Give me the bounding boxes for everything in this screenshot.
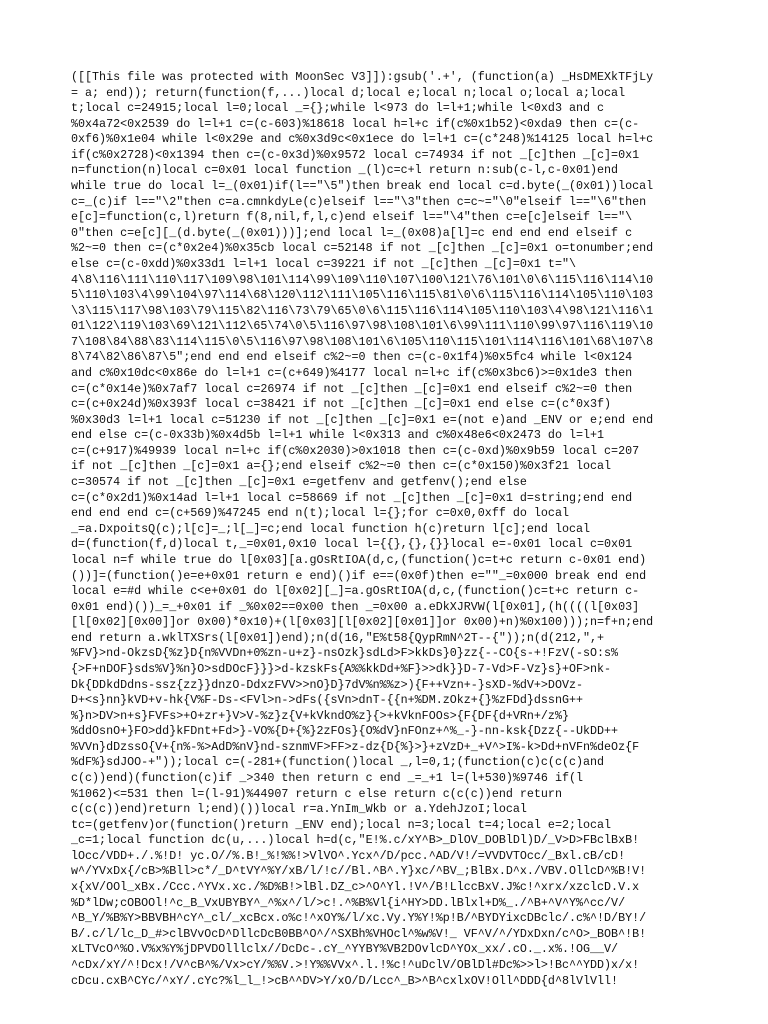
code-line: 4\8\116\111\110\117\109\98\101\114\99\109\110\107\100\121\76\101\0\6\115\116\114\10: [71, 272, 654, 287]
code-line: Dk{DDkdDdns-ssz{zz}}dnzO-DdxzFVV>>nO}D}7dV%n%%z>){F++Vzn+-}sXD-%dV+>DOVz-: [71, 677, 583, 692]
code-line: ([[This file was protected with MoonSec V3]]):gsub('.+', (function(a) _HsDMEXkTFjLy: [71, 70, 654, 84]
code-line: c=30574 if not _[c]then _[c]=0x1 e=getfenv and getfenv();end else: [71, 475, 527, 490]
code-line: x{xV/OOl_xBx./Ccc.^YVx.xc./%D%B!>lBl.DZ_c>^O^Yl.!V^/B!LlccBxV.J%c!^xrx/xzclcD.V.x: [71, 880, 640, 895]
code-line: [l[0x02][0x00]]or 0x00)*0x10)+(l[0x03][l[0x02][0x01]]or 0x00)+n)%0x100)));n=f+n;end: [71, 615, 654, 630]
code-line: 5\110\103\4\99\104\97\114\68\120\112\111\105\116\115\81\0\6\115\116\114\105\110\103: [71, 288, 654, 303]
code-line: 8\74\82\86\87\5";end end end elseif c%2~=0 then c=(c-0x1f4)%0x5fc4 while l<0x124: [71, 350, 633, 365]
code-line: and c%0x10dc<0x86e do l=l+1 c=(c+649)%4177 local n=l+c if(c%0x3bc6)>=0x1de3 then: [71, 365, 633, 380]
code-line: B/.c/l/lc_D_#>clBVvOcD^DllcDcB0BB^O^/^SXBh%VHOcl^%w%V!_ VF^V/^/YDxDxn/c^O>_BOB^!B!: [71, 926, 647, 941]
code-line: %0x30d3 l=l+1 local c=51230 if not _[c]then _[c]=0x1 e=(not e)and _ENV or e;end end: [71, 412, 654, 427]
code-line: if(c%0x2728)<0x1394 then c=(c-0x3d)%0x9572 local c=74934 if not _[c]then _[c]=0x1: [71, 147, 640, 162]
code-line: = a; end)); return(function(f,...)local d;local e;local n;local o;local a;local: [71, 85, 626, 100]
code-line: %D*lDw;cOBOOl!^c_B_VxUBYBY^_^%x^/l/>c!.^%B%Vl{i^HY>DD.lBlxl+D%_./^B+^V^Y%^cc/V/: [71, 895, 626, 910]
code-line: while true do local l=_(0x01)if(l=="\5")then break end local c=d.byte(_(0x01))local: [71, 179, 654, 194]
code-line: c=(c+917)%49939 local n=l+c if(c%0x2030)>0x1018 then c=(c-0xd)%0x9b59 local c=207: [71, 443, 640, 458]
code-line: xLTVcO^%O.V%x%Y%jDPVDOlllclx//DcDc-.cY_^YYBY%VB2DOvlcD^YOx_xx/.cO._.x%.!OG__V/: [71, 942, 619, 957]
code-line: end else c=(c-0x33b)%0x4d5b l=l+1 while l<0x313 and c%0x48e6<0x2473 do l=l+1: [71, 428, 605, 443]
code-line: %dF%}sdJOO-+"));local c=(-281+(function()local _,l=0,1;(function(c)c(c(c)and: [71, 755, 605, 770]
code-line: %2~=0 then c=(c*0x2e4)%0x35cb local c=52148 if not _[c]then _[c]=0x1 o=tonumber;end: [71, 241, 654, 256]
code-line: c=(c+0x24d)%0x393f local c=38421 if not _[c]then _[c]=0x1 end else c=(c*0x3f): [71, 397, 612, 412]
code-line: D+<s}nn}kVD+v-hk{V%F-Ds-<FVl>n->dFs({sVn>dnT-{{n+%DM.zOkz+{}%zFDd}dssnG++: [71, 693, 583, 708]
code-line: ^B_Y/%B%Y>BBVBH^cY^_cl/_xcBcx.o%c!^xOY%/l/xc.Vy.Y%Y!%p!B/^BYDYixcDBclc/.c%^!D/BY!/: [71, 911, 647, 926]
code-line: ^cDx/xY/^!Dcx!/V^cB^%/Vx>cY/%%V.>!Y%%VVx^.l.!%c!^uDclV/OBlDl#Dc%>>l>!Bc^^YDD)x/x!: [71, 957, 640, 972]
code-line: lOcc/VDD+./.%!D! yc.O//%.B!_%!%%!>VlVO^.Ycx^/D/pcc.^AD/V!/=VVDVTOcc/_Bxl.cB/cD!: [71, 848, 626, 863]
code-line: e[c]=function(c,l)return f(8,nil,f,l,c)end elseif l=="\4"then c=e[c]elseif l=="\: [71, 210, 633, 225]
code-line: if not _[c]then _[c]=0x1 a={};end elseif c%2~=0 then c=(c*0x150)%0x3f21 local: [71, 459, 612, 474]
code-line: %VVn}dDzssO{V+{n%-%>AdD%nV}nd-sznmVF>FF>z-dz{D{%}>}+zVzD+_+V^>I%-k>Dd+nVFn%deOz{F: [71, 739, 640, 754]
code-line: tc=(getfenv)or(function()return _ENV end);local n=3;local t=4;local e=2;local: [71, 817, 612, 832]
code-line: _c=1;local function dc(u,...)local h=d(c,"E!%.c/xY^B>_DlOV_DOBlDl)D/_V>D>FBclBxB!: [71, 833, 640, 848]
code-line: cDcu.cxB^CYc/^xY/.cYc?%l_l_!>cB^^DV>Y/xO/D/Lcc^_B>^B^cxlxOV!Oll^DDD{d^8lVlVll!: [71, 973, 619, 988]
code-line: 7\108\84\88\83\114\115\0\5\116\97\98\108\101\6\105\110\115\101\114\116\101\68\107\8: [71, 334, 654, 349]
code-block: [71, 70, 711, 989]
code-line: d=(function(f,d)local t,_=0x01,0x10 local l={{},{},{}}local e=-0x01 local c=0x01: [71, 537, 633, 552]
code-line: c(c(c))end)return l;end)())local r=a.YnIm_Wkb or a.YdehJzoI;local: [71, 802, 527, 817]
code-line: else c=(c-0xdd)%0x33d1 l=l+1 local c=39221 if not _[c]then _[c]=0x1 t="\: [71, 256, 576, 271]
code-line: local n=f while true do l[0x03][a.gOsRtIOA(d,c,(function()c=t+c return c-0x01 end): [71, 552, 647, 567]
code-line: %1062)<=531 then l=(l-91)%44907 return c else return c(c(c))end return: [71, 786, 562, 801]
code-line: c=(c*0x2d1)%0x14ad l=l+1 local c=58669 if not _[c]then _[c]=0x1 d=string;end end: [71, 490, 633, 505]
code-line: %0x4a72<0x2539 do l=l+1 c=(c-603)%18618 local h=l+c if(c%0x1b52)<0xda9 then c=(c-: [71, 116, 640, 131]
code-line: c(c))end)(function(c)if _>340 then return c end _=_+1 l=(l+530)%9746 if(l: [71, 771, 583, 786]
code-line: w^/YVxDx{/cB>%Bll>c*/_D^tVY^%Y/xB/l/!c//Bl.^B^.Y}xc/^BV_;BlBx.D^x./VBV.OllcD^%B!V!: [71, 864, 647, 879]
code-line: c=_(c)if l=="\2"then c=a.cmnkdyLe(c)elseif l=="\3"then c=c~="\0"elseif l=="\6"then: [71, 194, 647, 209]
code-line: \3\115\117\98\103\79\115\82\116\73\79\65\0\6\115\116\114\105\110\103\4\98\121\116\1: [71, 303, 654, 318]
code-line: %FV}>nd-OkzsD{%z}D{n%VVDn+0%zn-u+z}-nsOzk}sdLd>F>kkDs}0}zz{--CO{s-+!FzV(-sO:s%: [71, 646, 619, 661]
code-line: 0"then c=e[c][_(d.byte(_(0x01)))];end local l=_(0x08)a[l]=c end end end elseif c: [71, 225, 633, 240]
code-line: end return a.wklTXSrs(l[0x01])end);n(d(16,"E%t58{QypRmN^2T--{"));n(d(212,",+: [71, 630, 605, 645]
code-line: 01\122\119\103\69\121\112\65\74\0\5\116\97\98\108\101\6\99\111\110\99\97\116\119\10: [71, 319, 654, 334]
code-line: c=(c*0x14e)%0x7af7 local c=26974 if not _[c]then _[c]=0x1 end elseif c%2~=0 then: [71, 381, 633, 396]
code-line: 0x01 end)())_=_+0x01 if _%0x02==0x00 then _=0x00 a.eDkXJRVW(l[0x01],(h((((l[0x03]: [71, 599, 640, 614]
code-line: %}n>DV>n+s}FVFs>+O+zr+}V>V-%z}z{V+kVkndO%z}{>+kVknFOOs>{F{DF{d+VRn+/z%}: [71, 708, 569, 723]
code-line: {>F+nDOF}sds%V}%n}O>sdDOcF}}}>d-kzskFs{A%%kkDd+%F}>>dk}}D-7-Vd>F-Vz}s}+OF>nk-: [71, 661, 612, 676]
code-line: _=a.DxpoitsQ(c);l[c]=_;l[_]=c;end local function h(c)return l[c];end local: [71, 521, 591, 536]
code-line: end end end c=(c+569)%47245 end n(t);local l={};for c=0x0,0xff do local: [71, 506, 569, 521]
code-line: %ddOsnO+}FO>dd}kFDnt+Fd>}-VO%{D+{%}2zFOs}{O%dV}nFOnz+^%_-}-nn-ksk{Dzz{--UkDD++: [71, 724, 619, 739]
code-line: n=function(n)local c=0x01 local function _(l)c=c+l return n:sub(c-l,c-0x01)end: [71, 163, 619, 178]
code-line: t;local c=24915;local l=0;local _={};while l<973 do l=l+1;while l<0xd3 and c: [71, 101, 605, 116]
code-line: ())]=(function()e=e+0x01 return e end)()if e==(0x0f)then e=""_=0x000 break end end: [71, 568, 647, 583]
code-line: 0xf6)%0x1e04 while l<0x29e and c%0x3d9c<0x1ece do l=l+1 c=(c*248)%14125 local h=l+c: [71, 132, 654, 147]
code-line: local e=#d while c<e+0x01 do l[0x02][_]=a.gOsRtIOA(d,c,(function()c=t+c return c-: [71, 584, 640, 599]
